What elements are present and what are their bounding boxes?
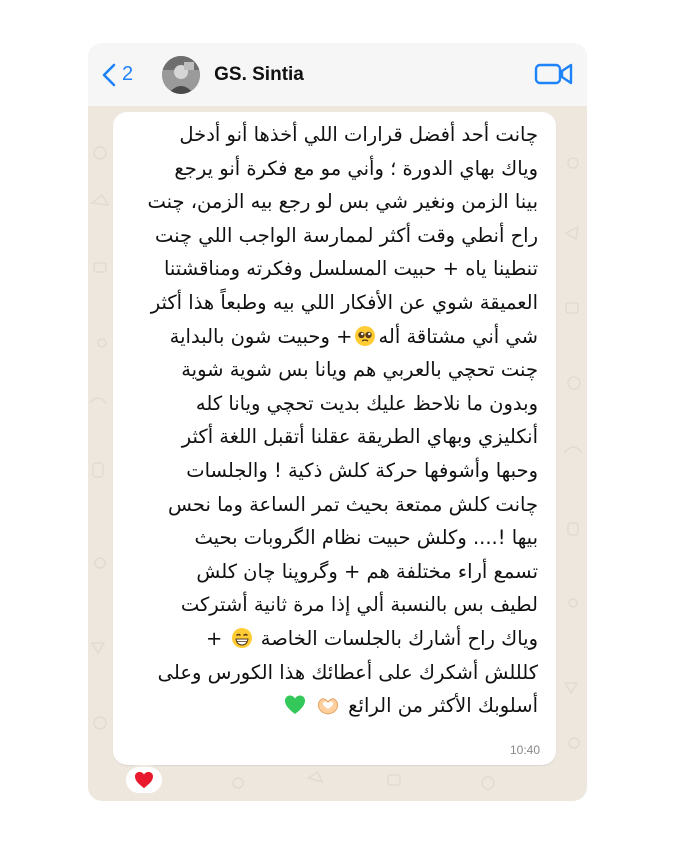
message-fragment: أسلوبك الأكثر من الرائع <box>348 694 538 718</box>
message-line: العميقة شوي عن الأفكار اللي بيه وطبعاً هذا أكثر <box>150 290 538 314</box>
message-line: لطيف بس بالنسبة ألي إذا مرة ثانية أشتركت <box>180 593 538 617</box>
unread-count: 2 <box>122 63 134 85</box>
video-camera-icon <box>534 60 574 88</box>
message-line: كلللش أشكرك على أعطائك هذا الكورس وعلى <box>157 660 538 684</box>
message-fragment: + <box>206 626 223 650</box>
pleading-face-icon <box>354 325 376 347</box>
message-line: تنطينا ياه + حبيت المسلسل وفكرته ومناقشتنا <box>163 257 538 281</box>
red-heart-icon <box>134 771 154 789</box>
message-line: وبدون ما نلاحظ عليك بديت تحچي ويانا كله <box>195 391 538 415</box>
message-bubble[interactable] <box>113 112 556 765</box>
message-line: بينا الزمن ونغير شي بس لو رجع بيه الزمن، چنت <box>147 190 538 214</box>
message-fragment: وياك راح أشارك بالجلسات الخاصة <box>260 626 538 650</box>
avatar-photo <box>162 56 200 94</box>
contact-name[interactable]: GS. Sintia <box>214 63 304 85</box>
message-line: وحبها وأشوفها حركة كلش ذكية ! والجلسات <box>186 458 538 482</box>
message-line: چنت تحچي بالعربي هم ويانا بس شوية شوية <box>181 358 538 382</box>
message-fragment: شي أني مشتاقة أله <box>378 324 538 348</box>
chevron-left-icon <box>102 63 116 87</box>
video-call-button[interactable] <box>534 60 574 92</box>
avatar[interactable] <box>162 56 200 94</box>
message-line <box>128 689 538 723</box>
message-text <box>128 118 538 723</box>
message-line: راح أنطي وقت أكثر لممارسة الواجب اللي چنت <box>155 223 538 247</box>
message-timestamp: 10:40 <box>509 743 540 757</box>
heart-hands-icon <box>316 694 340 716</box>
message-line: وياك بهاي الدورة ؛ وأني مو مع فكرة أنو يرجع <box>174 156 538 180</box>
message-line: تسمع أراء مختلفة هم + وگروپنا چان كلش <box>196 559 538 583</box>
green-heart-icon <box>284 694 306 716</box>
message-line: چانت كلش ممتعة بحيث تمر الساعة وما نحس <box>168 492 538 516</box>
reaction-badge[interactable] <box>124 765 164 795</box>
message-line <box>128 622 538 656</box>
message-fragment: + وحبيت شون بالبداية <box>169 324 353 348</box>
message-line: أنكليزي وبهاي الطريقة عقلنا أتقبل اللغة أكثر <box>181 425 538 449</box>
grinning-face-icon <box>231 627 253 649</box>
chat-header <box>88 43 587 106</box>
message-line: بيها !.... وكلش حبيت نظام الگروبات بحيث <box>194 526 538 550</box>
back-button[interactable] <box>102 63 133 87</box>
message-line <box>128 320 538 354</box>
message-line: چانت أحد أفضل قرارات اللي أخذها أنو أدخل <box>179 123 538 146</box>
chat-screen <box>88 43 587 801</box>
